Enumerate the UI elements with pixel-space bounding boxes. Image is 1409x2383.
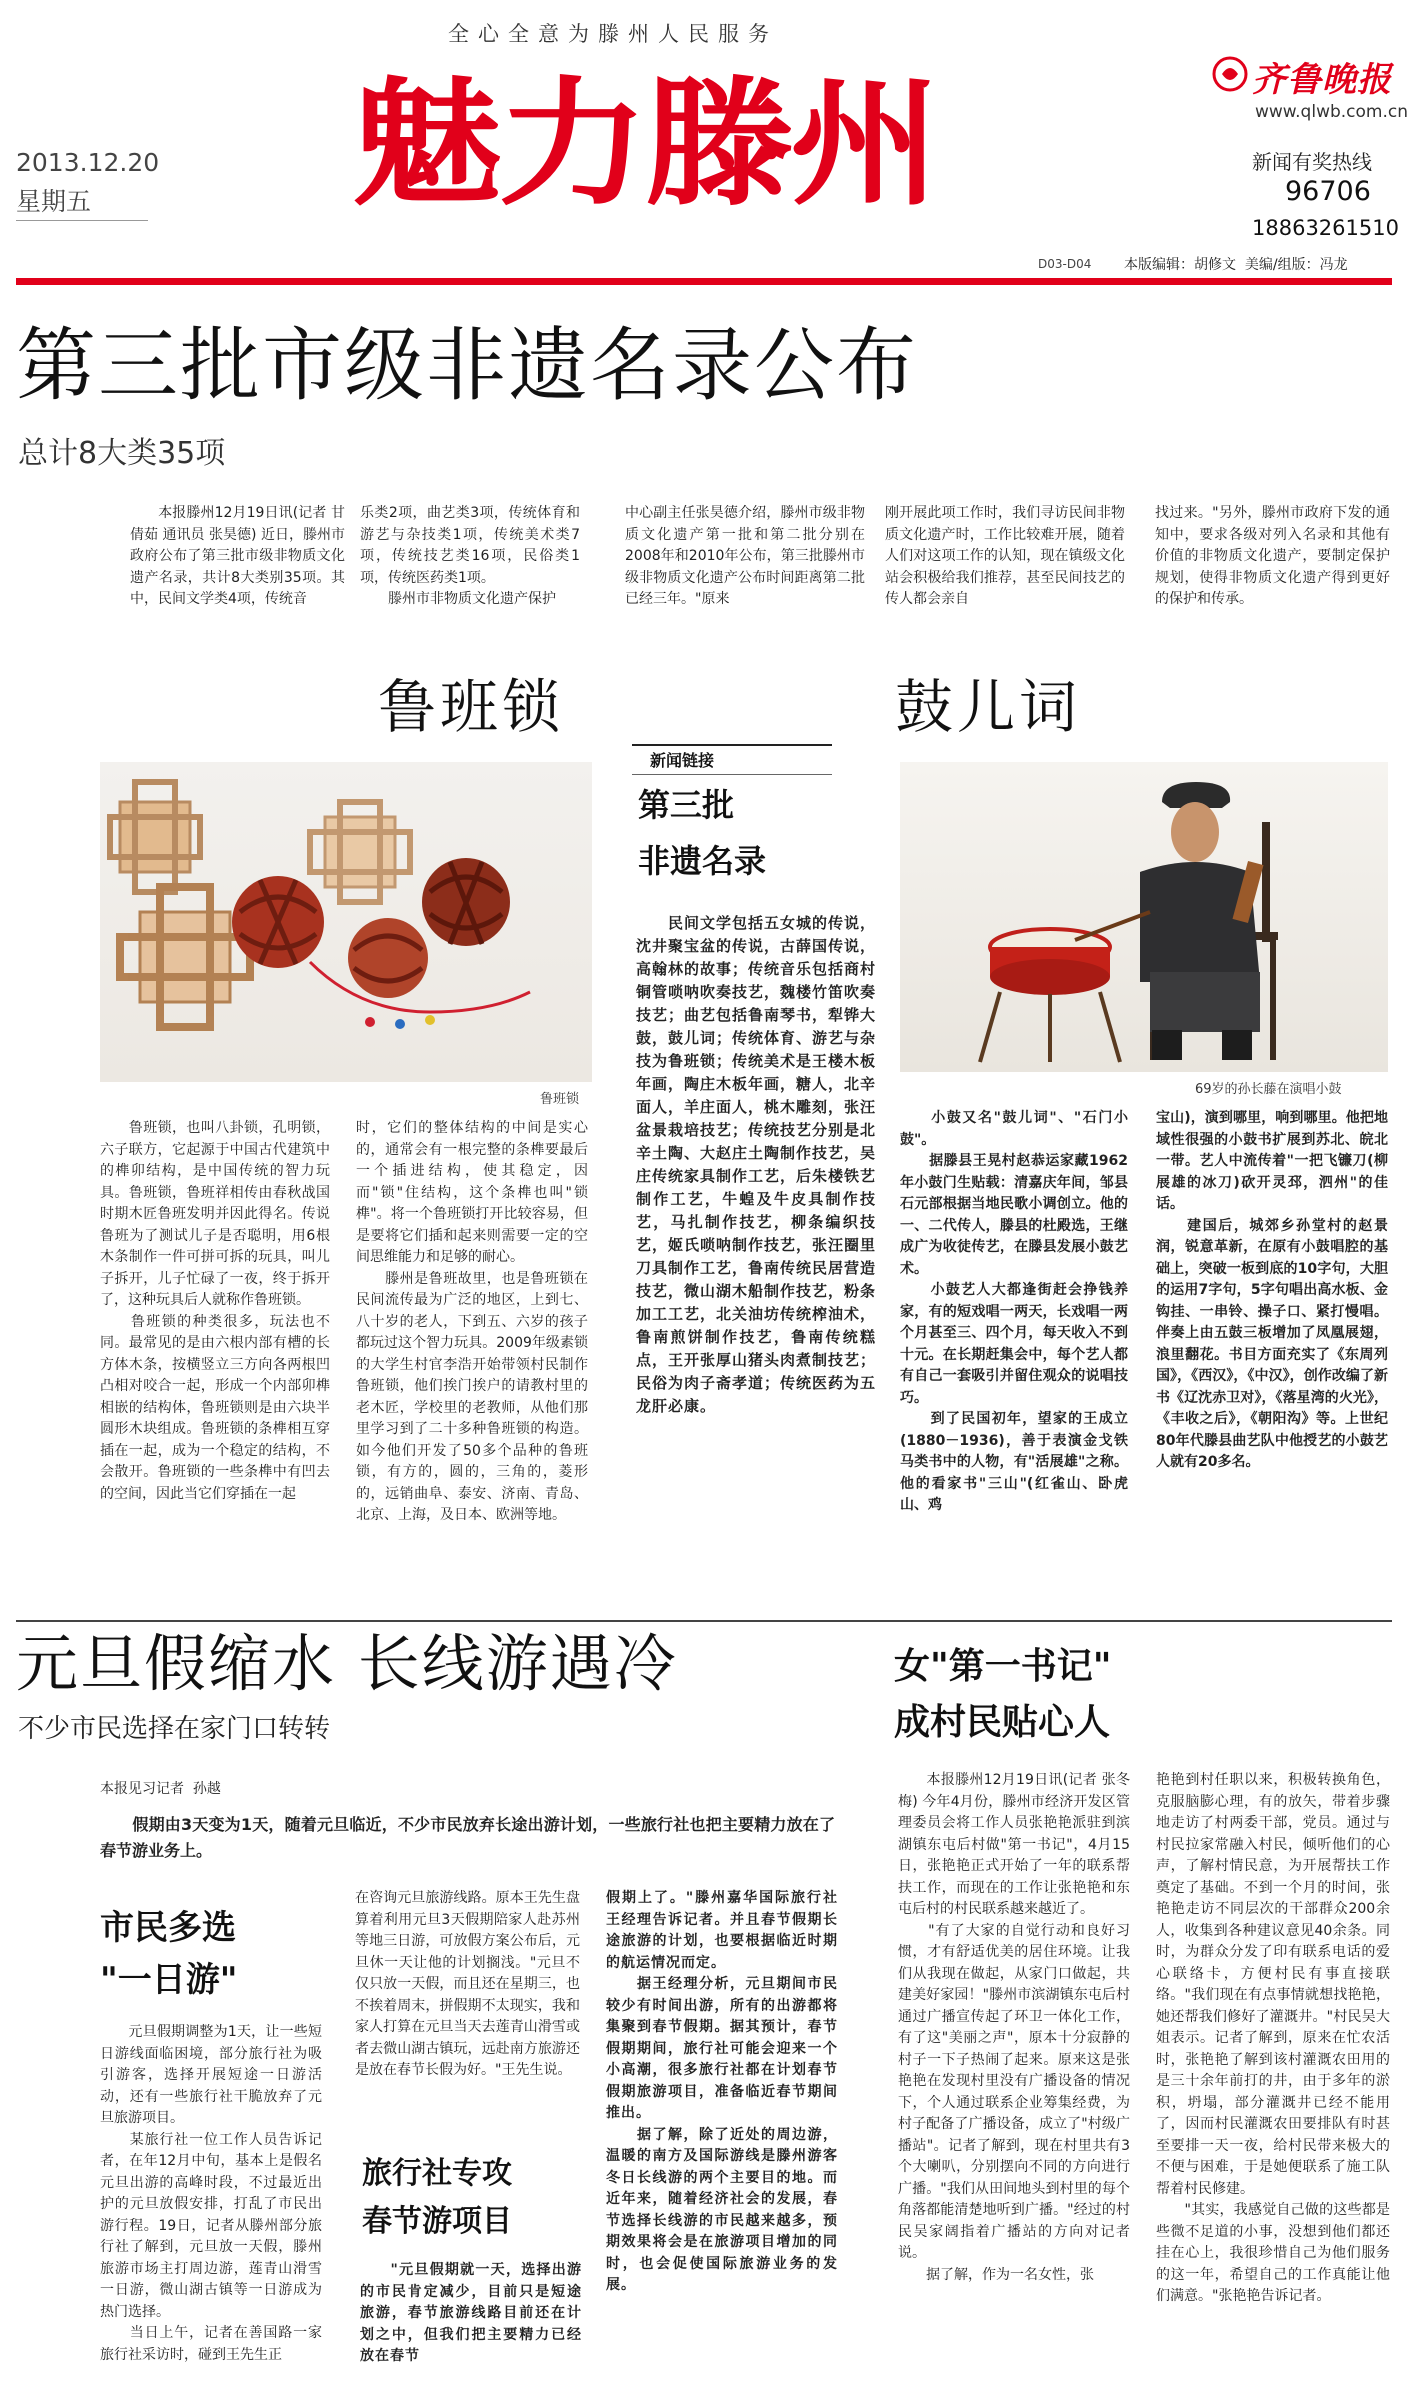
yuandan-column-2b: "元旦假期就一天，选择出游的市民肯定减少，目前只是短途旅游，春节旅游线路目前还在计划之中，但我们把主要精力已经放在春节 <box>360 2262 582 2364</box>
yuandan-subhead-1b: "一日游" <box>100 1960 238 2000</box>
secretary-headline-2: 成村民贴心人 <box>894 1702 1111 1743</box>
section-divider <box>16 1620 1392 1622</box>
lead-column: 找过来。"另外，滕州市政府下发的通知中，要求各级对列入名录和其他有价值的非物质文化遗产，要制定保护规划，使得非物质文化遗产得到更好的保护和传承。 <box>1155 505 1390 607</box>
sidebar-top-rule <box>632 744 832 746</box>
brand-name: 齐鲁晚报 <box>1252 60 1392 100</box>
secretary-column-1: 本报滕州12月19日讯(记者 张冬梅) 今年4月份，滕州市经济开发区管理委员会将工作人员张艳艳派驻到滨湖镇东屯后村做"第一书记"，4月15日，张艳艳正式开始了一年的联系帮扶工作，而现在的工作让张艳艳和东屯后村的村民联系越来越近了。 "有了大家的自觉行动和良好习惯，才有舒适优美的居住环境。让我们从我现在做起，从家门口做起，共建美好家园！"滕州市滨湖镇东屯后村通过广播宣传起了环卫一体化工作，有了这"美丽之声"，原本十分寂静的村子一下子热闹了起来。原来这是张艳艳在发现村里没有广播设备的情况下，个人通过联系企业筹集经费，为村子配备了广播设备，成立了"村级广播站"。记者了解到，现在村里共有3个大喇叭，分别摆向不同的方向进行广播。"我们从田间地头到村里的每个角落都能清楚地听到广播。"经过的村民吴家阔指着广播站的方向对记者说。 据了解，作为一名女性，张 <box>898 1772 1130 2283</box>
lead-subhead: 总计8大类35项 <box>18 436 226 471</box>
yuandan-subhead-2a: 旅行社专攻 <box>362 2156 512 2191</box>
performer-image <box>900 762 1388 1072</box>
date-underline <box>16 220 148 221</box>
yuandan-column-2: 在咨询元旦旅游线路。原本王先生盘算着利用元旦3天假期陪家人赴苏州等地三日游，可放假方案公布后，元旦休一天让他的计划搁浅。"元旦不仅只放一天假，而且还在星期三，也不挨着周末，拼假期不太现实，我和家人打算在元旦当天去莲青山滑雪或者去微山湖古镇玩，远赴南方旅游还是放在春节长假为好。"王先生说。 <box>355 1890 580 2078</box>
yuandan-byline: 本报见习记者 孙越 <box>100 1781 221 1797</box>
sidebar-label: 新闻链接 <box>650 751 715 770</box>
lead-column: 刚开展此项工作时，我们寻访民间非物质文化遗产时，工作比较难开展，随着人们对这项工作的认知，现在镇级文化站会积极给我们推荐，甚至民间技艺的传人都会亲自 <box>885 505 1125 607</box>
yuandan-intro: 假期由3天变为1天，随着元旦临近，不少市民放弃长途出游计划，一些旅行社也把主要精力放在了春节游业务上。 <box>100 1815 835 1860</box>
page-number: D03-D04 <box>1038 257 1092 271</box>
sidebar-title-2: 非遗名录 <box>638 842 767 880</box>
brand-logo <box>1212 52 1402 100</box>
lead-column: 本报滕州12月19日讯(记者 甘倩茹 通讯员 张昊德) 近日，滕州市政府公布了第三批市级非物质文化遗产名录，共计8大类别35项。其中，民间文学类4项，传统音 <box>130 505 345 607</box>
yuandan-column-3: 假期上了。"滕州嘉华国际旅行社王经理告诉记者。并且春节假期长途旅游的计划，也要根据临近时期的航运情况而定。 据王经理分析，元旦期间市民较少有时间出游，所有的出游都将集聚到春节假期。据其预计，春节假期期间，旅行社可能会迎来一个小高潮，很多旅行社都在计划春节假期旅游项目，准备临近春节期间推出。 据了解，除了近处的周边游，温暖的南方及国际游线是滕州游客冬日长线游的两个主要目的地。而近年来，随着经济社会的发展，春节选择长线游的市民越来越多，预期效果将会是在旅游项目增加的同时，也会促使国际旅游业务的发展。 <box>606 1890 838 2293</box>
brand-emblem-icon <box>1212 56 1248 92</box>
yuandan-headline: 元旦假缩水 长线游遇冷 <box>16 1627 678 1700</box>
guerci-title: 鼓儿词 <box>895 673 1082 741</box>
sidebar-title-1: 第三批 <box>638 786 735 824</box>
hotline-number-1: 96706 <box>1285 176 1371 207</box>
luban-lock-photo <box>100 762 592 1082</box>
sidebar-label-rule <box>632 774 832 775</box>
guerci-column-1: 小鼓又名"鼓儿词"、"石门小鼓"。 据滕县王晃村赵恭运家藏1962年小鼓门生贴载：清嘉庆年间，邹县石元部根据当地民歌小调创立。他的一、二代传人，滕县的杜殿选，王继成广为收徒传艺，在滕县发展小鼓艺术。 小鼓艺人大都逢街赶会挣钱养家，有的短戏唱一两天，长戏唱一两个月甚至三、四个月，每天收入不到十元。在长期赶集会中，每个艺人都有自己一套吸引并留住观众的说唱技巧。 到了民国初年，望家的王成立(1880－1936)，善于表演金戈铁马类书中的人物，有"活展雄"之称。他的看家书"三山"(红雀山、卧虎山、鸡 <box>900 1110 1128 1513</box>
luban-column-1: 鲁班锁，也叫八卦锁，孔明锁，六子联方，它起源于中国古代建筑中的榫卯结构，是中国传统的智力玩具。鲁班锁，鲁班祥相传由春秋战国时期木匠鲁班发明并因此得名。传说鲁班为了测试儿子是否聪明，用6根木条制作一件可拼可拆的玩具，叫儿子拆开，儿子忙碌了一夜，终于拆开了，这种玩具后人就称作鲁班锁。 鲁班锁的种类很多，玩法也不同。最常见的是由六根内部有槽的长方体木条，按横竖立三方向各两根凹凸相对咬合一起，形成一个内部卯榫相嵌的结构体，鲁班锁则是由六块半圆形木块组成。鲁班锁的条榫相互穿插在一起，成为一个稳定的结构，不会散开。鲁班锁的一些条榫中有凹去的空间，因此当它们穿插在一起 <box>100 1120 330 1502</box>
masthead-weekday: 星期五 <box>16 187 92 216</box>
luban-lock-image <box>100 762 592 1082</box>
yuandan-column-1: 元旦假期调整为1天，让一些短日游线面临困境，部分旅行社为吸引游客，选择开展短途一日游活动，还有一些旅行社干脆放弃了元旦旅游项目。 某旅行社一位工作人员告诉记者，在年12月中旬，基本上是假名元旦出游的高峰时段，不过最近出护的元旦放假安排，打乱了市民出游行程。19日，记者从滕州部分旅行社了解到，元旦放一天假，滕州旅游市场主打周边游，莲青山滑雪一日游，微山湖古镇等一日游成为热门选择。 当日上午，记者在善国路一家旅行社采访时，碰到王先生正 <box>100 2024 322 2363</box>
yuandan-subhead-2b: 春节游项目 <box>362 2204 512 2239</box>
masthead-title: 魅力滕州 <box>352 64 937 225</box>
masthead-slogan: 全心全意为滕州人民服务 <box>448 22 778 46</box>
luban-title: 鲁班锁 <box>378 673 565 741</box>
secretary-headline-1: 女"第一书记" <box>894 1646 1112 1687</box>
masthead-date: 2013.12.20 <box>16 148 160 177</box>
lead-headline: 第三批市级非遗名录公布 <box>16 319 918 412</box>
editor-credits: 本版编辑：胡修文 美编/组版：冯龙 <box>1124 257 1348 273</box>
guerci-column-2: 宝山)，演到哪里，响到哪里。他把地域性很强的小鼓书扩展到苏北、皖北一带。艺人中流传着"一把飞镰刀(柳展雄的冰刀)砍开灵邳，泗州"的佳话。 建国后，城郊乡孙堂村的赵景润，锐意革新，在原有小鼓唱腔的基础上，突破一板到底的10字句，大胆的运用7字句，5字句唱出高水板、金钩挂、一串铃、操子口、紧打慢唱。伴奏上由五鼓三板增加了凤凰展翅，浪里翻花。书目方面充实了《东周列国》，《西汉》，《中汉》，创作改编了新书《辽沈赤卫对》，《落星湾的火光》，《丰收之后》，《朝阳沟》等。上世纪80年代滕县曲艺队中他授艺的小鼓艺人就有20多名。 <box>1156 1110 1388 1470</box>
luban-photo-caption: 鲁班锁 <box>540 1092 580 1107</box>
masthead-red-rule <box>16 278 1392 285</box>
yuandan-subhead-1a: 市民多选 <box>100 1908 236 1948</box>
hotline-label: 新闻有奖热线 <box>1252 150 1372 174</box>
lead-column: 乐类2项，曲艺类3项，传统体育和游艺与杂技类1项，传统美术类7项，传统技艺类16项，民俗类1项，传统医药类1项。 滕州市非物质文化遗产保护 <box>360 505 580 607</box>
secretary-column-2: 艳艳到村任职以来，积极转换角色，克服脑膨心理，有的放矢，带着步骤地走访了村两委干部，党员。通过与村民拉家常融入村民，倾听他们的心声，了解村情民意，为开展帮扶工作奠定了基础。不到一个月的时间，张艳艳走访不同层次的干部群众200余人，收集到各种建议意见40余条。同时，为群众分发了印有联系电话的爱心联络卡，方便村民有事直接联络。"我们现在有点事情就想找艳艳，她还帮我们修好了灌溉井。"村民吴大姐表示。记者了解到，原来在忙农活时，张艳艳了解到该村灌溉农田用的是三十余年前打的井，由于多年的淤积，坍塌，部分灌溉井已经不能用了，因而村民灌溉农田要排队有时甚至要排一天一夜，给村民带来极大的不便与困难，于是她便联系了施工队帮着村民修建。 "其实，我感觉自己做的这些都是些微不足道的小事，没想到他们都还挂在心上，我很珍惜自己为他们服务的这一年，希望自己的工作真能让他们满意。"张艳艳告诉记者。 <box>1156 1772 1390 2304</box>
brand-website: www.qlwb.com.cn <box>1255 102 1408 122</box>
guerci-performer-photo <box>900 762 1388 1072</box>
guerci-photo-caption: 69岁的孙长藤在演唱小鼓 <box>1195 1082 1342 1097</box>
luban-column-2: 时，它们的整体结构的中间是实心的，通常会有一根完整的条榫要最后一个插进结构，使其稳定，因而"锁"住结构，这个条榫也叫"锁榫"。将一个鲁班锁打开比较容易，但是要将它们插和起来则需要一定的空间思维能力和足够的耐心。 滕州是鲁班故里，也是鲁班锁在民间流传最为广泛的地区，上到七、八十岁的老人，下到五、六岁的孩子都玩过这个智力玩具。2009年级素锁的大学生村官李浩开始带领村民制作鲁班锁，他们挨门挨户的请教村里的老木匠，学校里的老教师，从他们那里学习到了二十多种鲁班锁的构造。如今他们开发了50多个品种的鲁班锁，有方的，圆的，三角的，菱形的，远销曲阜、泰安、济南、青岛、北京、上海，及日本、欧洲等地。 <box>356 1120 588 1523</box>
sidebar-body: 民间文学包括五女城的传说，沈井聚宝盆的传说，古薛国传说，高翰林的故事；传统音乐包括商村铜管唢呐吹奏技艺，魏楼竹笛吹奏技艺；曲艺包括鲁南琴书，犁铧大鼓，鼓儿词；传统体育、游艺与杂技为鲁班锁；传统美术是王楼木板年画，陶庄木板年画，糖人，北辛面人，羊庄面人，桃木雕刻，张汪盆景栽培技艺；传统技艺分别是北辛土陶、大赵庄土陶制作技艺，吴庄传统家具制作工艺，后朱楼铁艺制作工艺，牛蝗及牛皮具制作技艺，马扎制作技艺，柳条编织技艺，姬氏唢呐制作技艺，张汪圈里刀具制作工艺，鲁南传统民居营造技艺，微山湖木船制作技艺，粉条加工工艺，北关油坊传统榨油术，鲁南煎饼制作技艺，鲁南传统糕点，王开张厚山猪头肉煮制技艺；民俗为肉子斋孝道；传统医药为五龙肝必康。 <box>636 914 876 1415</box>
yuandan-subhead: 不少市民选择在家门口转转 <box>18 1714 331 1744</box>
lead-column: 中心副主任张昊德介绍，滕州市级非物质文化遗产第一批和第二批分别在2008年和2010年公布，第三批滕州市级非物质文化遗产公布时间距离第二批已经三年。"原来 <box>625 505 865 607</box>
hotline-number-2: 18863261510 <box>1252 216 1399 240</box>
